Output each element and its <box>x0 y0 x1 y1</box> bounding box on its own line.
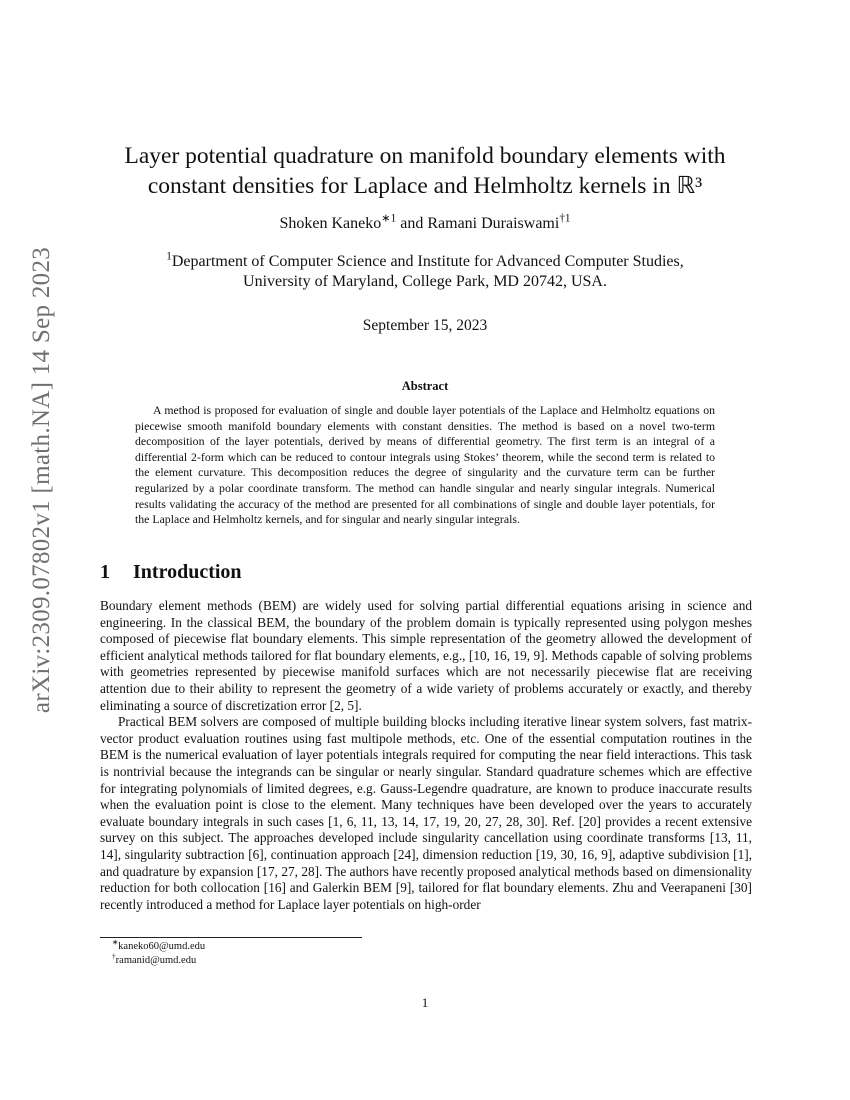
paragraph: Practical BEM solvers are composed of multiple building blocks including iterative linear system solvers, fast matrix-vector product evaluation routines using fast multipole methods, etc. One of the essential computation routines in the BEM is the numerical evaluation of layer potentials integrals required for computing the near field interactions. This task is nontrivial because the integrands can be singular or nearly singular. Standard quadrature schemes which are effective for integrating polynomials of limited degrees, e.g. Gauss-Legendre quadrature, are known to produce inaccurate results when the evaluation point is close to the element. Many techniques have been developed over the years to accurately evaluate boundary integrals in such cases [1, 6, 11, 13, 14, 17, 19, 20, 27, 28, 30]. Ref. [20] provides a recent extensive survey on this subject. The approaches developed include singularity cancellation using coordinate transforms [13, 11, 14], singularity subtraction [6], continuation approach [24], dimension reduction [19, 30, 16, 9], adaptive subdivision [1], and quadrature by expansion [17, 27, 28]. The authors have recently proposed analytical methods based on dimensionality reduction for both collocation [16] and Galerkin BEM [9], tailored for flat boundary elements. Zhu and Veerapaneni [30] recently introduced a method for Laplace layer potentials on high-order <box>100 714 752 912</box>
footnotes <box>112 937 512 968</box>
title-line-2: constant densities for Laplace and Helmholtz kernels in ℝ³ <box>147 173 703 199</box>
section-heading <box>100 561 750 584</box>
title-line-1: Layer potential quadrature on manifold boundary elements with <box>124 143 726 169</box>
affiliation-mark: 1 <box>166 250 172 263</box>
footnote-email: ramanid@umd.edu <box>115 955 197 966</box>
paragraph: Boundary element methods (BEM) are widely used for solving partial differential equations arising in science and engineering. In the classical BEM, the boundary of the problem domain is typically represented using polygon meshes composed of piecewise flat boundary elements. This simple representation of the geometry allowed the development of efficient analytical methods tailored for flat boundary elements, e.g., [10, 16, 19, 9]. Methods capable of solving problems with geometries represented by piecewise manifold surfaces which are not necessarily piecewise flat are receiving attention due to their ability to represent the geometry of a wide variety of problems accurately or exactly, and thereby eliminating a source of discretization error [2, 5]. <box>100 598 752 713</box>
author-name: Shoken Kaneko <box>279 215 382 232</box>
author-footnote-mark: †1 <box>559 212 571 225</box>
affiliation-line-1: Department of Computer Science and Institute for Advanced Computer Studies, <box>171 253 684 270</box>
footnote <box>112 937 512 954</box>
affiliation-line-2: University of Maryland, College Park, MD 20742, USA. <box>243 273 607 290</box>
affiliation <box>100 252 750 292</box>
section-title: Introduction <box>133 561 242 583</box>
abstract-text: A method is proposed for evaluation of single and double layer potentials of the Laplace and Helmholtz equations on piecewise smooth manifold boundary elements with constant densities. The method is based on a novel two-term decomposition of the layer potentials, derived by means of differential geometry. The first term is an integral of a differential 2-form which can be reduced to contour integrals using Stokes’ theorem, while the second term is related to the element curvature. This decomposition reduces the degree of singularity and the curvature term can be further regularized by a polar coordinate transform. The method can handle singular and nearly singular integrals. Numerical results validating the accuracy of the method are presented for all combinations of single and double layer potentials, for the Laplace and Helmholtz kernels, and for singular and nearly singular integrals. <box>135 403 715 527</box>
page-number: 1 <box>421 995 429 1010</box>
section-number: 1 <box>100 561 110 583</box>
arxiv-stamp <box>22 246 62 714</box>
paper-date: September 15, 2023 <box>362 317 488 334</box>
paper-title <box>100 141 750 201</box>
author-list <box>100 214 750 234</box>
abstract-heading: Abstract <box>401 379 449 393</box>
body-text <box>100 598 752 913</box>
footnote <box>112 951 512 968</box>
footnote-email: kaneko60@umd.edu <box>118 941 206 952</box>
footnote-mark: † <box>112 951 116 961</box>
author-footnote-mark: ∗1 <box>381 212 397 225</box>
author-separator: and <box>396 215 428 232</box>
author-name: Ramani Duraiswami <box>427 215 560 232</box>
arxiv-stamp-text: arXiv:2309.07802v1 [math.NA] 14 Sep 2023 <box>28 246 55 714</box>
footnote-mark: ∗ <box>112 937 119 947</box>
footnote-rule <box>100 937 362 938</box>
